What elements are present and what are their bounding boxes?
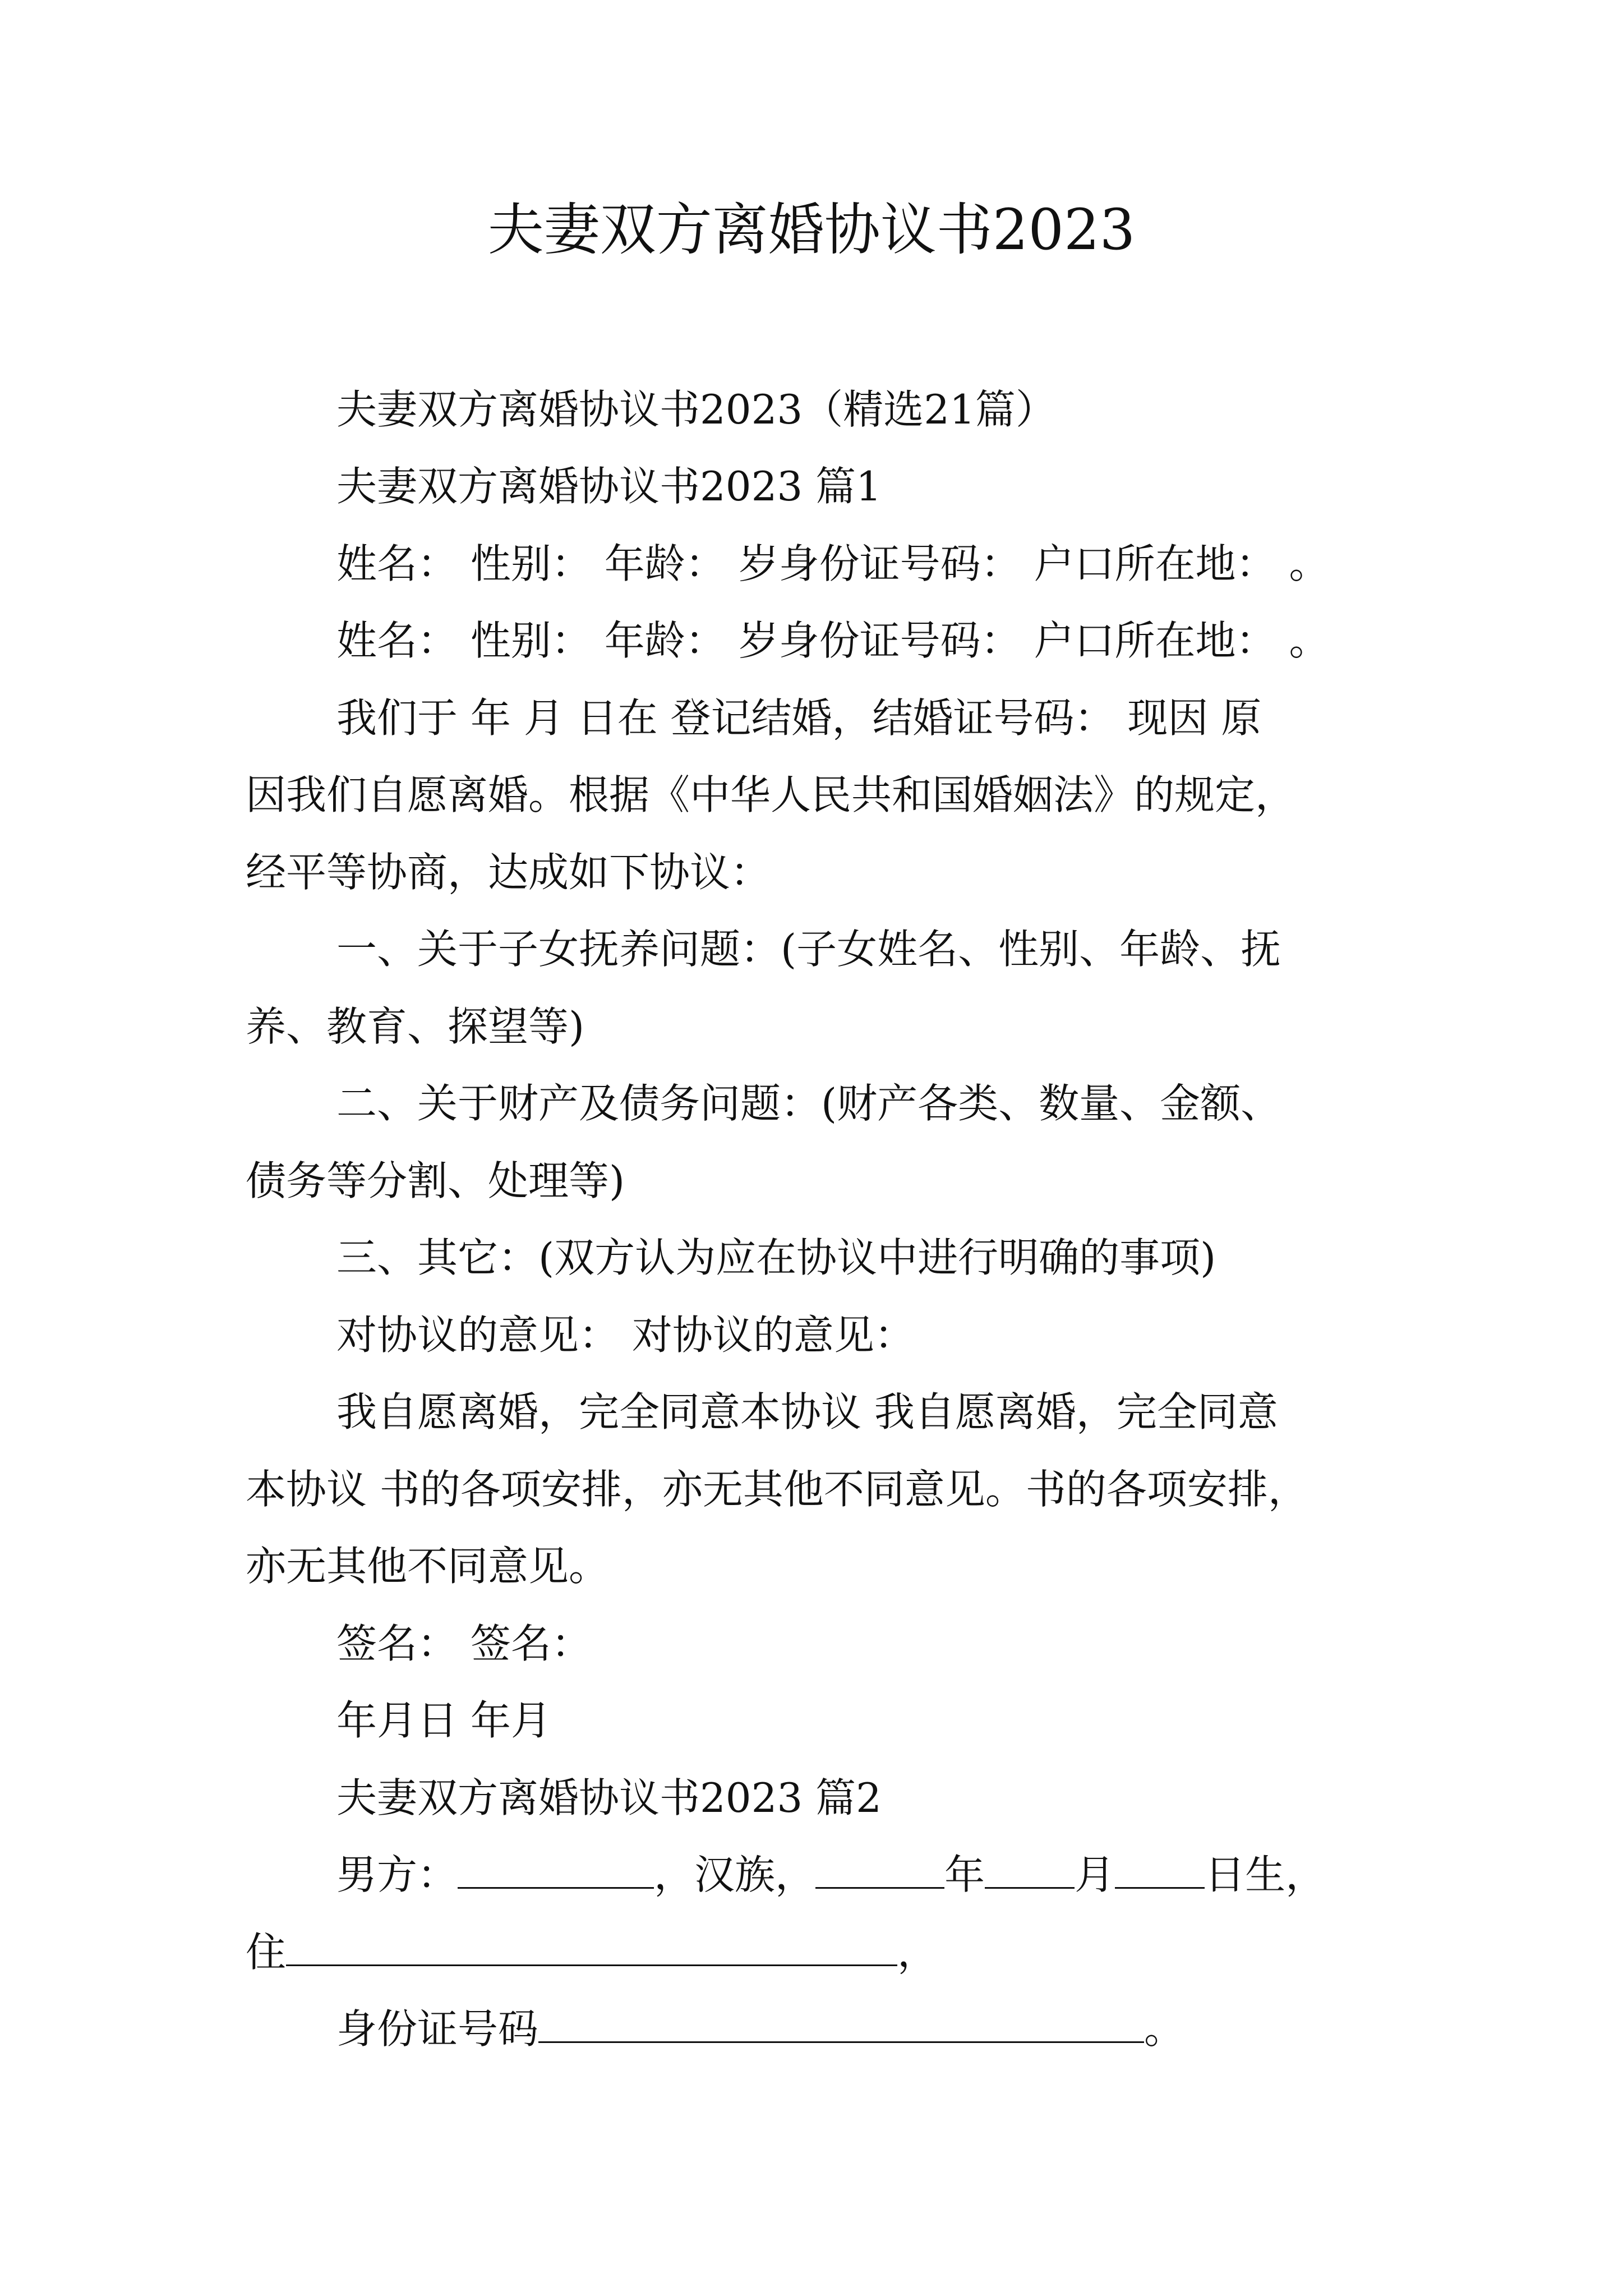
year-blank (815, 1848, 944, 1889)
day-blank (1115, 1848, 1205, 1889)
paragraph-line: 我们于 年 月 日在 登记结婚，结婚证号码： 现因 原 (336, 694, 1262, 742)
address-label: 住 (246, 1929, 287, 1976)
month-blank (985, 1848, 1075, 1889)
opinion-text-line: 本协议 书的各项安排，亦无其他不同意见。书的各项安排， (246, 1466, 1308, 1513)
male-party-line (336, 1847, 1326, 1903)
date-line: 年月日 年月 (336, 1697, 551, 1744)
name-blank (458, 1848, 654, 1889)
section-heading-1: 夫妻双方离婚协议书2023 篇1 (336, 463, 882, 510)
clause-line: 债务等分割、处理等) (246, 1157, 625, 1204)
opinion-text-line: 我自愿离婚，完全同意本协议 我自愿离婚，完全同意 (336, 1388, 1278, 1435)
opinion-line: 对协议的意见： 对协议的意见： (336, 1312, 915, 1359)
id-end: 。 (1144, 2005, 1185, 2053)
party-info-line-1: 姓名： 性别： 年龄： 岁身份证号码： 户口所在地： 。 (336, 540, 1330, 587)
id-number-line (336, 2001, 1184, 2057)
section-heading-2: 夫妻双方离婚协议书2023 篇2 (336, 1774, 882, 1821)
clause-line: 二、关于财产及债务问题：(财产各类、数量、金额、 (336, 1080, 1281, 1127)
clause-line: 一、关于子女抚养问题：(子女姓名、性别、年龄、抚 (336, 926, 1281, 973)
collection-heading: 夫妻双方离婚协议书2023（精选21篇） (336, 386, 1056, 433)
ethnicity-text: ，汉族， (654, 1851, 816, 1898)
party-info-line-2: 姓名： 性别： 年龄： 岁身份证号码： 户口所在地： 。 (336, 617, 1330, 664)
day-text: 日生， (1205, 1851, 1326, 1898)
id-label: 身份证号码 (336, 2005, 539, 2053)
document-title: 夫妻双方离婚协议书2023 (487, 197, 1136, 263)
male-label: 男方： (336, 1851, 458, 1898)
paragraph-line: 经平等协商，达成如下协议： (246, 849, 771, 896)
signature-line: 签名： 签名： (336, 1620, 592, 1667)
address-end: ， (897, 1929, 938, 1976)
address-blank (286, 1925, 897, 1966)
id-blank (538, 2002, 1144, 2043)
clause-line: 三、其它：(双方认为应在协议中进行明确的事项) (336, 1234, 1216, 1281)
paragraph-line: 因我们自愿离婚。根据《中华人民共和国婚姻法》的规定， (246, 771, 1296, 818)
address-line (246, 1924, 938, 1980)
opinion-text-line: 亦无其他不同意见。 (246, 1543, 610, 1590)
year-text: 年 (944, 1851, 985, 1898)
month-text: 月 (1075, 1851, 1115, 1898)
clause-line: 养、教育、探望等) (246, 1003, 585, 1050)
